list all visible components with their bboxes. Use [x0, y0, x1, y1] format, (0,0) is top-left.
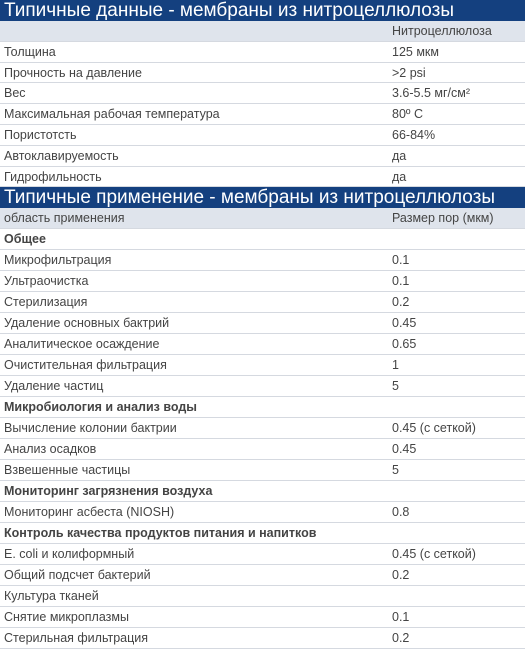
pore-size-value: 0.45 (с сеткой) [392, 421, 476, 436]
pore-size-value: 0.45 [392, 316, 417, 331]
pore-size-value: 0.1 [392, 253, 410, 268]
table-row [0, 334, 525, 355]
property-value: 3.6-5.5 мг/см² [392, 86, 471, 101]
table-row [0, 313, 525, 334]
application-name: Культура тканей [4, 589, 99, 604]
table-row [0, 83, 525, 104]
table-row [0, 628, 525, 649]
table-row [0, 544, 525, 565]
property-name: Толщина [4, 44, 56, 59]
application-name: Стерилизация [4, 295, 88, 310]
pore-size-value: 0.2 [392, 631, 410, 646]
table-row [0, 355, 525, 376]
application-name: Удаление частиц [4, 379, 104, 394]
pore-size-value [388, 523, 525, 543]
table-row [0, 167, 525, 188]
application-name: Общий подсчет бактерий [4, 568, 151, 583]
pore-size-value: 0.1 [392, 274, 410, 289]
pore-size-value: 0.2 [392, 568, 410, 583]
property-value: да [392, 169, 407, 184]
group-header-row [0, 523, 525, 544]
group-label: Контроль качества продуктов питания и напитков [4, 526, 317, 541]
applications-table [0, 208, 525, 649]
application-name: Стерильная фильтрация [4, 631, 149, 646]
application-name: Очистительная фильтрация [4, 358, 167, 373]
pore-size-value [388, 586, 525, 606]
table-row [0, 125, 525, 146]
table-row [0, 502, 525, 523]
pore-size-value [388, 481, 525, 501]
section-typical-applications [0, 187, 525, 649]
group-label: Микробиология и анализ воды [4, 400, 197, 415]
application-name: Микрофильтрация [4, 253, 112, 268]
pore-size-value [388, 397, 525, 417]
application-name: Снятие микроплазмы [4, 610, 129, 625]
table-row [0, 586, 525, 607]
application-name: E. coli и колиформный [4, 547, 135, 562]
section-title: Типичные применение - мембраны из нитроцеллюлозы [0, 187, 525, 208]
table-row [0, 565, 525, 586]
property-name: Гидрофильность [4, 169, 102, 184]
application-name: Ультраочистка [4, 274, 89, 289]
property-value: 66-84% [392, 127, 436, 142]
pore-size-value: 0.65 [392, 337, 417, 352]
pore-size-value: 0.45 [392, 442, 417, 457]
group-header-row [0, 481, 525, 502]
table-row [0, 439, 525, 460]
table-row [0, 607, 525, 628]
pore-size-value: 0.45 (с сеткой) [392, 547, 476, 562]
property-name: Прочность на давление [4, 65, 142, 80]
table-row [0, 292, 525, 313]
application-name: Взвешенные частицы [4, 463, 131, 478]
application-name: Анализ осадков [4, 442, 97, 457]
pore-size-value: 0.8 [392, 505, 410, 520]
group-label: Общее [4, 232, 46, 247]
property-value: 80º С [392, 107, 423, 122]
table-row [0, 63, 525, 84]
group-header-row [0, 397, 525, 418]
property-value: да [392, 148, 407, 163]
table-row [0, 42, 525, 63]
application-name: Вычисление колонии бактрии [4, 421, 177, 436]
property-name: Вес [4, 86, 26, 101]
group-header-row [0, 229, 525, 250]
section-title: Типичные данные - мембраны из нитроцеллюлозы [0, 0, 525, 21]
property-name: Пористотсть [4, 127, 77, 142]
application-name: Мониторинг асбеста (NIOSH) [4, 505, 175, 520]
table-header-row [0, 21, 525, 42]
pore-size-value: 0.1 [392, 610, 410, 625]
table-row [0, 271, 525, 292]
properties-table [0, 21, 525, 187]
group-label: Мониторинг загрязнения воздуха [4, 484, 213, 499]
header-cell-pore-size: Размер пор (мкм) [392, 211, 494, 226]
table-row [0, 376, 525, 397]
pore-size-value: 5 [392, 379, 399, 394]
property-value: 125 мкм [392, 44, 439, 59]
applications-table-body [0, 229, 525, 649]
pore-size-value [388, 229, 525, 249]
property-name: Автоклавируемость [4, 148, 119, 163]
table-row [0, 418, 525, 439]
table-row [0, 104, 525, 125]
table-header-row [0, 208, 525, 229]
properties-table-body [0, 42, 525, 188]
application-name: Удаление основных бактрий [4, 316, 170, 331]
pore-size-value: 5 [392, 463, 399, 478]
table-row [0, 250, 525, 271]
pore-size-value: 1 [392, 358, 399, 373]
property-name: Максимальная рабочая температура [4, 107, 220, 122]
table-row [0, 146, 525, 167]
header-cell-property [0, 21, 388, 41]
table-row [0, 460, 525, 481]
pore-size-value: 0.2 [392, 295, 410, 310]
application-name: Аналитическое осаждение [4, 337, 160, 352]
property-value: >2 psi [392, 65, 426, 80]
section-typical-data [0, 0, 525, 187]
header-cell-application: область применения [4, 211, 125, 226]
header-cell-material: Нитроцеллюлоза [392, 24, 492, 38]
